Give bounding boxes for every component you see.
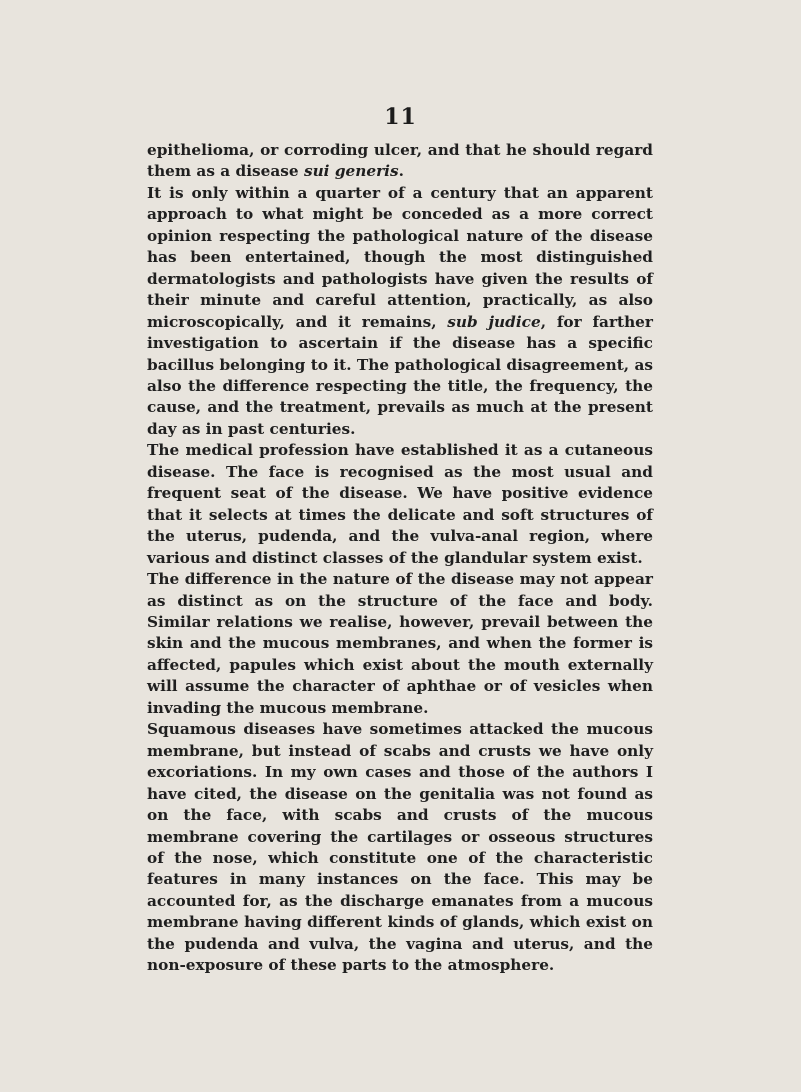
body-text bbox=[147, 140, 653, 977]
paragraph-text: , for farther investigation to ascertain if the disease has a specific bacillus belonging to it. The pathological disagreement, as also the difference respecting the title, the frequency, the cause, and the treatment, prevails as much at the present day as in past centuries. bbox=[147, 312, 653, 438]
italic-phrase: sui generis bbox=[303, 162, 399, 181]
paragraph bbox=[147, 183, 653, 440]
paragraph-text: epithelioma, or corroding ulcer, and that he should regard them as a disease bbox=[147, 141, 653, 181]
paragraph bbox=[147, 140, 653, 183]
paragraph-text: . bbox=[398, 162, 404, 181]
paragraph: The medical profession have established it as a cutaneous disease. The face is recognised as the most usual and frequent seat of the disease. We have positive evidence that it selects at times the delicate and soft structures of the uterus, pudenda, and the vulva-anal region, where various and distinct classes of the glandular system exist. bbox=[147, 441, 653, 567]
page-number: 11 bbox=[384, 104, 417, 130]
italic-phrase: sub judice bbox=[447, 312, 541, 331]
paragraph-text: It is only within a quarter of a century that an apparent approach to what might be conceded as a more correct opinion respecting the pathological nature of the disease has been entertained, though the most distinguished dermatologists and pathologists have given the results of their minute and careful attention, practically, as also microscopically, and it remains, bbox=[147, 183, 653, 331]
paragraph: Squamous diseases have sometimes attacked the mucous membrane, but instead of scabs and crusts we have only excoriations. In my own cases and those of the authors I have cited, the disease on the genitalia was not found as on the face, with scabs and crusts of the mucous membrane covering the cartilages or osseous structures of the nose, which constitute one of the characteristic features in many instances on the face. This may be accounted for, as the discharge emanates from a mucous membrane having different kinds of glands, which exist on the pudenda and vulva, the vagina and uterus, and the non-exposure of these parts to the atmosphere. bbox=[147, 720, 653, 975]
paragraph: The difference in the nature of the disease may not appear as distinct as on the structure of the face and body. Similar relations we realise, however, prevail between the skin and the mucous membranes, and when the former is affected, papules which exist about the mouth externally will assume the character of aphthae or of vesicles when invading the mucous membrane. bbox=[147, 570, 653, 717]
